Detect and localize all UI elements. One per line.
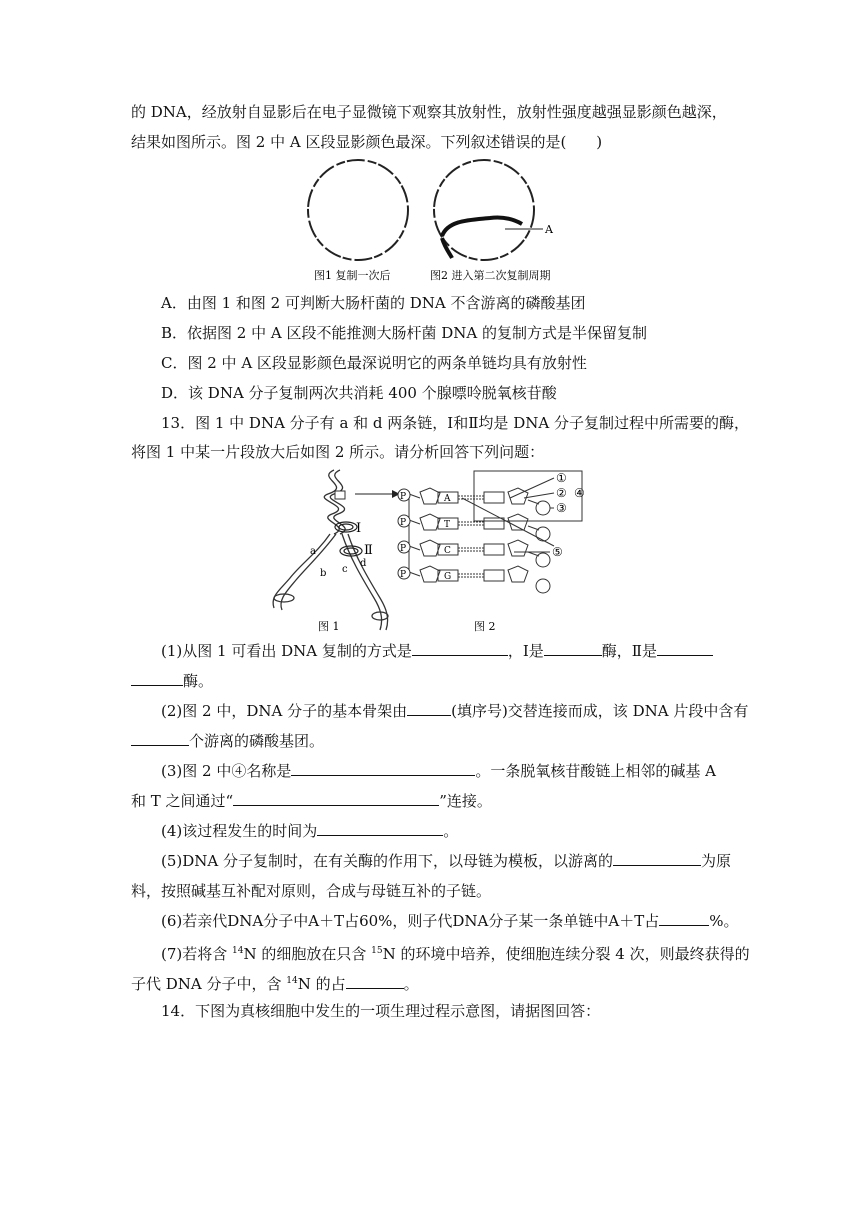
answer-blank[interactable] bbox=[346, 973, 404, 989]
label-4: ④ bbox=[574, 486, 585, 500]
answer-blank[interactable] bbox=[407, 700, 451, 716]
option-d: D．该 DNA 分子复制两次共消耗 400 个腺嘌呤脱氧核苷酸 bbox=[161, 384, 557, 402]
enzyme-i-label: Ⅰ bbox=[356, 521, 362, 536]
figure-1-caption: 图1 复制一次后 bbox=[314, 269, 391, 282]
figure-2-cap-1: 图 1 bbox=[318, 620, 340, 633]
sub-7-line-2: 子代 DNA 分子中，含 $^{14}$N 的占 。 bbox=[131, 975, 419, 993]
answer-blank[interactable] bbox=[131, 730, 189, 746]
answer-blank[interactable] bbox=[659, 910, 709, 926]
svg-text:P: P bbox=[400, 518, 407, 528]
option-c: C．图 2 中 A 区段显影颜色最深说明它的两条单链均具有放射性 bbox=[161, 354, 587, 372]
base-c: C bbox=[444, 546, 451, 556]
intro-line-1: 的 DNA，经放射自显影后在电子显微镜下观察其放射性，放射性强度越强显影颜色越深， bbox=[131, 103, 727, 121]
strand-a-label: a bbox=[310, 546, 316, 557]
svg-text:P: P bbox=[400, 492, 407, 502]
sub-1-line-1: (1)从图 1 可看出 DNA 复制的方式是 ，Ⅰ是 酶，Ⅱ是 bbox=[161, 640, 732, 662]
dna-replication-figure bbox=[262, 468, 607, 638]
sub-7-line-1: (7)若将含 $^{14}$N 的细胞放在只含 $^{15}$N 的环境中培养，使细胞连续分裂 4 次，则最终获得的 bbox=[161, 945, 750, 963]
svg-text:P: P bbox=[400, 544, 407, 554]
q13-line-1: 13．图 1 中 DNA 分子有 a 和 d 两条链，Ⅰ和Ⅱ均是 DNA 分子复制过程中所需要的酶， bbox=[161, 414, 749, 432]
sub-6: (6)若亲代DNA分子中A＋T占60%，则子代DNA分子某一条单链中A＋T占 %。 bbox=[161, 912, 739, 930]
strand-b-label: b bbox=[320, 568, 327, 579]
circle-figure-1 bbox=[308, 160, 408, 260]
enzyme-ii-icon bbox=[340, 546, 362, 556]
answer-blank[interactable] bbox=[317, 820, 443, 836]
option-b: B．依据图 2 中 A 区段不能推测大肠杆菌 DNA 的复制方式是半保留复制 bbox=[161, 324, 647, 342]
answer-blank[interactable] bbox=[613, 850, 701, 866]
label-5: ⑤ bbox=[552, 545, 563, 559]
answer-blank[interactable] bbox=[544, 640, 602, 656]
answer-blank[interactable] bbox=[657, 640, 713, 656]
base-g: G bbox=[444, 572, 452, 582]
sub-5-line-1: (5)DNA 分子复制时，在有关酶的作用下，以母链为模板，以游离的 为原 bbox=[161, 852, 732, 870]
answer-blank[interactable] bbox=[412, 640, 508, 656]
answer-blank[interactable] bbox=[233, 790, 439, 806]
sub-2-line-2: 个游离的磷酸基团。 bbox=[131, 730, 732, 752]
circular-dna-figure bbox=[300, 158, 570, 288]
label-2: ② bbox=[556, 486, 567, 500]
label-1: ① bbox=[556, 471, 567, 485]
sub-2-line-1: (2)图 2 中，DNA 分子的基本骨架由 (填序号)交替连接而成，该 DNA 片段中含有 bbox=[161, 702, 749, 720]
q14-line: 14．下图为真核细胞中发生的一项生理过程示意图，请据图回答： bbox=[161, 1002, 601, 1020]
q13-line-2: 将图 1 中某一片段放大后如图 2 所示。请分析回答下列问题： bbox=[131, 443, 545, 461]
phosphate-icons bbox=[398, 489, 410, 579]
sub-3-line-1: (3)图 2 中④名称是 。一条脱氧核苷酸链上相邻的碱基 A bbox=[161, 762, 716, 780]
sub-3-line-2: 和 T 之间通过“ ”连接。 bbox=[131, 792, 492, 810]
base-a: A bbox=[444, 494, 451, 504]
strand-c-label: c bbox=[342, 564, 348, 575]
label-a: A bbox=[545, 223, 553, 236]
figure-2-caption: 图2 进入第二次复制周期 bbox=[430, 269, 551, 282]
strand-d-label: d bbox=[360, 558, 367, 569]
sub-4: (4)该过程发生的时间为 。 bbox=[161, 822, 459, 840]
svg-text:P: P bbox=[400, 570, 407, 580]
label-3: ③ bbox=[556, 501, 567, 515]
base-t: T bbox=[444, 520, 451, 530]
enzyme-ii-label: Ⅱ bbox=[364, 543, 373, 558]
sub-1-line-2: 酶。 bbox=[131, 670, 732, 692]
intro-line-2: 结果如图所示。图 2 中 A 区段显影颜色最深。下列叙述错误的是( ) bbox=[131, 133, 603, 151]
circle-figure-2 bbox=[434, 160, 534, 260]
segment-a-thick-strand bbox=[442, 217, 522, 236]
sub-5-line-2: 料，按照碱基互补配对原则，合成与母链互补的子链。 bbox=[131, 882, 492, 900]
answer-blank[interactable] bbox=[291, 760, 475, 776]
option-a: A．由图 1 和图 2 可判断大肠杆菌的 DNA 不含游离的磷酸基团 bbox=[161, 294, 586, 312]
figure-2-cap-2: 图 2 bbox=[474, 620, 496, 633]
answer-blank[interactable] bbox=[131, 670, 183, 686]
